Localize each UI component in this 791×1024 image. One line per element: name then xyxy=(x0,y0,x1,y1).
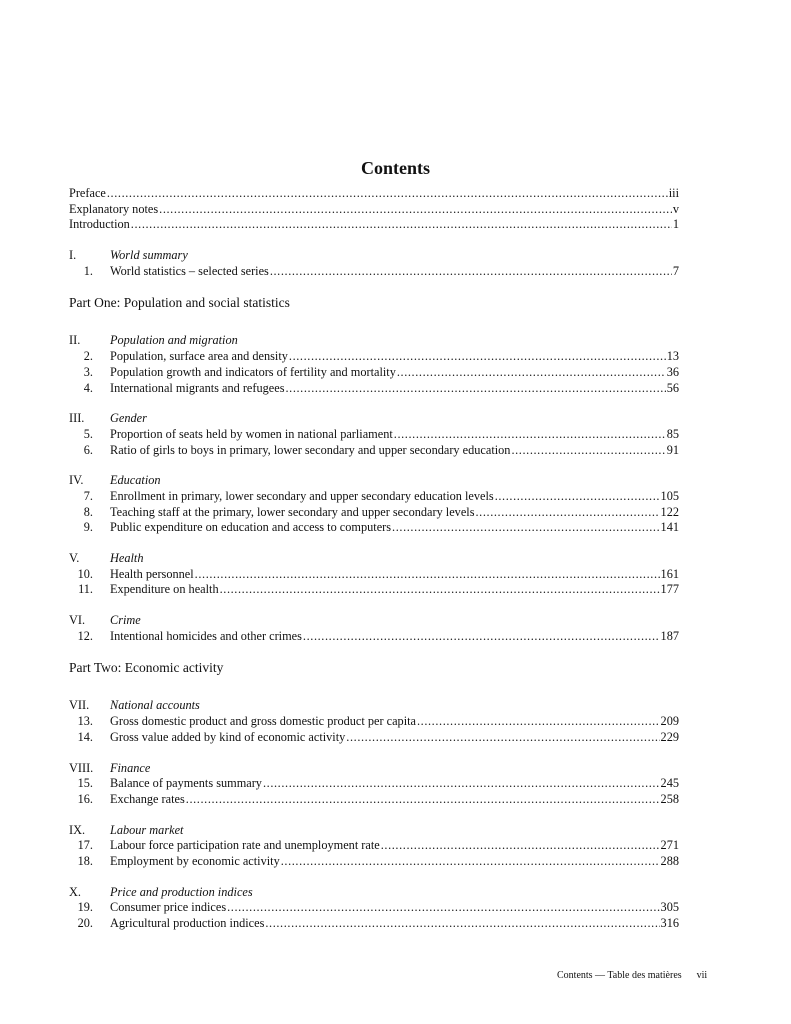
chapter-title: Health xyxy=(110,551,144,565)
spacer xyxy=(93,916,110,932)
dot-leader xyxy=(381,838,660,854)
table-number: 5. xyxy=(83,426,93,441)
table-number: 16. xyxy=(77,791,93,806)
dot-leader xyxy=(285,381,665,397)
spacer xyxy=(93,838,110,854)
spacer xyxy=(69,233,679,248)
chapter-heading xyxy=(69,473,679,489)
toc-entry[interactable] xyxy=(69,443,679,459)
spacer xyxy=(69,536,679,551)
entry-label: Population, surface area and density xyxy=(110,349,288,364)
dot-leader xyxy=(220,582,660,598)
spacer xyxy=(69,318,679,333)
entry-label: Balance of payments summary xyxy=(110,776,262,791)
spacer xyxy=(93,854,110,870)
chapter-heading xyxy=(69,885,679,901)
table-number: 10. xyxy=(77,566,93,581)
chapter-title: Price and production indices xyxy=(110,884,253,899)
spacer xyxy=(93,381,110,397)
table-number: 13. xyxy=(77,714,93,729)
entry-label: Public expenditure on education and access to computers xyxy=(110,520,392,535)
table-number: 4. xyxy=(83,380,93,395)
chapter-heading xyxy=(69,551,679,567)
chapter-numeral: III. xyxy=(69,411,85,426)
dot-leader xyxy=(131,217,672,233)
toc-entry[interactable] xyxy=(69,349,679,365)
entry-page-number: iii xyxy=(668,186,679,200)
toc-entry[interactable] xyxy=(69,838,679,854)
spacer xyxy=(93,582,110,598)
entry-page-number: 288 xyxy=(660,853,679,868)
table-number: 9. xyxy=(83,520,93,535)
chapter-numeral: VI. xyxy=(69,613,86,628)
entry-page-number: 316 xyxy=(660,916,679,930)
entry-page-number: 122 xyxy=(660,504,679,519)
toc-entry[interactable] xyxy=(69,916,679,932)
dot-leader xyxy=(394,427,666,443)
table-number: 6. xyxy=(83,442,93,457)
toc-entry[interactable] xyxy=(69,520,679,536)
dot-leader xyxy=(186,792,660,808)
chapter-heading xyxy=(69,698,679,714)
chapter-numeral: IX. xyxy=(69,822,86,837)
entry-label: Preface xyxy=(69,186,106,200)
dot-leader xyxy=(417,714,660,730)
spacer xyxy=(69,870,679,885)
dot-leader xyxy=(476,505,660,521)
dot-leader xyxy=(227,900,659,916)
chapter-numeral: I. xyxy=(69,248,77,263)
chapter-numeral: X. xyxy=(69,884,81,899)
dot-leader xyxy=(303,629,660,645)
part-heading: Part Two: Economic activity xyxy=(69,660,224,676)
chapter-numeral: II. xyxy=(69,333,81,348)
dot-leader xyxy=(281,854,660,870)
entry-page-number: 141 xyxy=(660,520,679,535)
dot-leader xyxy=(265,916,659,932)
entry-page-number: v xyxy=(672,201,679,216)
toc-entry[interactable] xyxy=(69,582,679,598)
toc-entry[interactable] xyxy=(69,714,679,730)
toc-entry[interactable] xyxy=(69,264,679,280)
chapter-numeral: V. xyxy=(69,551,80,565)
spacer xyxy=(93,730,110,746)
entry-page-number: 91 xyxy=(666,442,679,457)
toc-entry[interactable] xyxy=(69,776,679,792)
spacer xyxy=(69,598,679,613)
entry-page-number: 161 xyxy=(660,566,679,581)
entry-page-number: 177 xyxy=(660,582,679,597)
table-of-contents xyxy=(69,186,679,932)
entry-label: Consumer price indices xyxy=(110,900,227,915)
table-number: 18. xyxy=(77,853,93,868)
entry-label: Intentional homicides and other crimes xyxy=(110,628,302,643)
chapter-title: Finance xyxy=(110,760,151,775)
entry-label: Teaching staff at the primary, lower secondary and upper secondary levels xyxy=(110,504,475,519)
entry-label: Proportion of seats held by women in national parliament xyxy=(110,426,393,441)
table-number: 2. xyxy=(83,349,93,364)
spacer xyxy=(93,427,110,443)
entry-label: Enrollment in primary, lower secondary and upper secondary education levels xyxy=(110,488,494,503)
table-number: 12. xyxy=(77,628,93,643)
dot-leader xyxy=(270,264,672,280)
table-number: 8. xyxy=(83,504,93,519)
spacer xyxy=(69,279,679,293)
chapter-title: Population and migration xyxy=(110,333,238,348)
toc-entry[interactable] xyxy=(69,186,679,202)
spacer xyxy=(93,264,110,280)
spacer xyxy=(69,683,679,698)
toc-entry[interactable] xyxy=(69,489,679,505)
chapter-numeral: VII. xyxy=(69,698,90,713)
entry-label: Explanatory notes xyxy=(69,201,159,216)
entry-page-number: 209 xyxy=(660,714,679,729)
running-head: Contents — Table des matières xyxy=(557,970,682,981)
toc-entry[interactable] xyxy=(69,854,679,870)
table-number: 19. xyxy=(77,900,93,915)
chapter-heading xyxy=(69,248,679,264)
entry-page-number: 105 xyxy=(660,488,679,503)
spacer xyxy=(93,365,110,381)
dot-leader xyxy=(289,349,666,365)
toc-entry[interactable] xyxy=(69,505,679,521)
toc-entry[interactable] xyxy=(69,427,679,443)
entry-label: Introduction xyxy=(69,217,130,232)
entry-page-number: 245 xyxy=(660,776,679,791)
entry-page-number: 305 xyxy=(660,900,679,915)
spacer xyxy=(69,808,679,823)
toc-entry[interactable] xyxy=(69,900,679,916)
entry-label: Ratio of girls to boys in primary, lower secondary and upper secondary education xyxy=(110,442,511,457)
entry-page-number: 7 xyxy=(672,263,679,278)
chapter-numeral: IV. xyxy=(69,473,84,488)
entry-page-number: 258 xyxy=(660,791,679,806)
chapter-title: World summary xyxy=(110,248,188,263)
entry-page-number: 187 xyxy=(660,628,679,643)
chapter-title: Gender xyxy=(110,411,147,426)
toc-entry[interactable] xyxy=(69,365,679,381)
chapter-title: Education xyxy=(110,473,161,488)
table-number: 1. xyxy=(83,263,93,278)
entry-page-number: 56 xyxy=(666,380,679,395)
dot-leader xyxy=(159,202,672,218)
spacer xyxy=(93,505,110,521)
table-number: 14. xyxy=(77,729,93,744)
entry-label: Employment by economic activity xyxy=(110,853,280,868)
spacer xyxy=(93,776,110,792)
chapter-title: Crime xyxy=(110,613,141,628)
entry-label: Gross value added by kind of economic activity xyxy=(110,729,346,744)
entry-label: Gross domestic product and gross domestic product per capita xyxy=(110,714,416,729)
dot-leader xyxy=(511,443,665,459)
spacer xyxy=(69,396,679,411)
entry-page-number: 1 xyxy=(672,217,679,232)
table-number: 20. xyxy=(77,916,93,930)
spacer xyxy=(93,792,110,808)
page-title: Contents xyxy=(360,158,430,178)
entry-page-number: 85 xyxy=(666,426,679,441)
spacer xyxy=(93,714,110,730)
chapter-title: Labour market xyxy=(110,822,184,837)
entry-label: Expenditure on health xyxy=(110,582,219,597)
spacer xyxy=(69,458,679,473)
chapter-heading xyxy=(69,823,679,839)
entry-page-number: 229 xyxy=(660,729,679,744)
entry-label: Labour force participation rate and unemployment rate xyxy=(110,838,380,853)
entry-page-number: 36 xyxy=(666,364,679,379)
spacer xyxy=(69,746,679,761)
entry-label: Exchange rates xyxy=(110,791,185,806)
entry-label: International migrants and refugees xyxy=(110,380,285,395)
table-number: 15. xyxy=(77,776,93,791)
dot-leader xyxy=(397,365,666,381)
chapter-title: National accounts xyxy=(110,698,200,713)
part-heading: Part One: Population and social statistics xyxy=(69,295,290,311)
entry-label: Population growth and indicators of fertility and mortality xyxy=(110,364,396,379)
spacer xyxy=(93,900,110,916)
table-number: 11. xyxy=(78,582,93,597)
toc-entry[interactable] xyxy=(69,629,679,645)
chapter-numeral: VIII. xyxy=(69,760,94,775)
table-number: 3. xyxy=(83,364,93,379)
chapter-heading xyxy=(69,613,679,629)
dot-leader xyxy=(392,520,660,536)
spacer xyxy=(93,443,110,459)
dot-leader xyxy=(263,776,660,792)
dot-leader xyxy=(107,186,668,202)
toc-entry[interactable] xyxy=(69,730,679,746)
toc-entry[interactable] xyxy=(69,217,679,233)
entry-page-number: 13 xyxy=(666,349,679,364)
spacer xyxy=(93,349,110,365)
entry-label: World statistics – selected series xyxy=(110,263,269,278)
toc-entry[interactable] xyxy=(69,381,679,397)
chapter-heading xyxy=(69,761,679,777)
entry-label: Agricultural production indices xyxy=(110,916,265,930)
spacer xyxy=(93,567,110,583)
spacer xyxy=(93,489,110,505)
dot-leader xyxy=(346,730,659,746)
chapter-heading xyxy=(69,333,679,349)
spacer xyxy=(69,644,679,658)
entry-page-number: 271 xyxy=(660,838,679,853)
dot-leader xyxy=(495,489,660,505)
spacer xyxy=(93,520,110,536)
spacer xyxy=(93,629,110,645)
chapter-heading xyxy=(69,411,679,427)
page-number: vii xyxy=(696,970,708,981)
dot-leader xyxy=(195,567,660,583)
table-number: 7. xyxy=(83,488,93,503)
table-number: 17. xyxy=(77,838,93,853)
toc-entry[interactable] xyxy=(69,202,679,218)
toc-entry[interactable] xyxy=(69,567,679,583)
entry-label: Health personnel xyxy=(110,566,194,581)
toc-entry[interactable] xyxy=(69,792,679,808)
page-footer xyxy=(557,970,707,981)
